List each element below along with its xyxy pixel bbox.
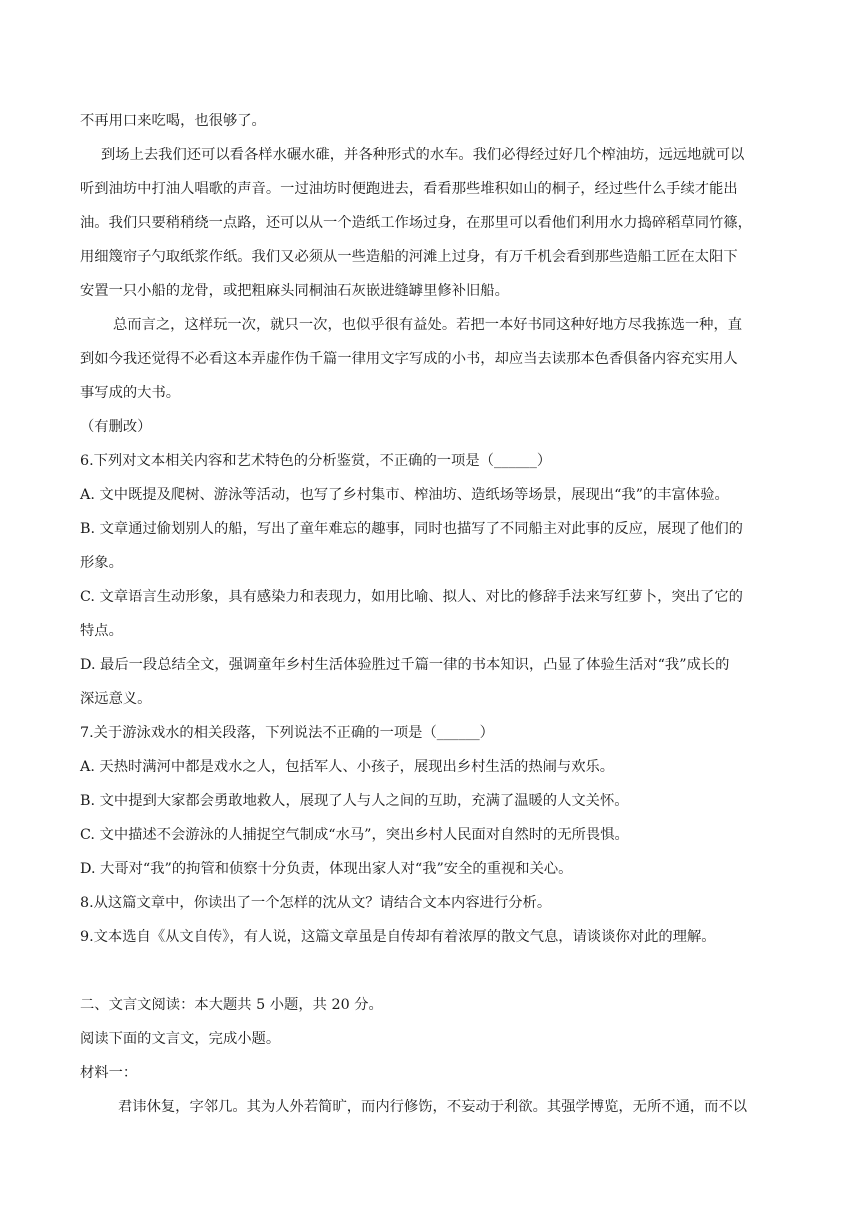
text-line: 不再用口来吃喝，也很够了。	[80, 113, 266, 129]
source-note: （有删改）	[80, 419, 152, 435]
section-heading: 二、文言文阅读：本大题共 5 小题，共 20 分。	[80, 997, 383, 1013]
option-c-continued: 特点。	[80, 623, 123, 639]
option-a: A. 文中既提及爬树、游泳等活动，也写了乡村集市、榨油坊、造纸场等场景，展现出“我”的丰富体验。	[80, 487, 729, 503]
option-d: D. 最后一段总结全文，强调童年乡村生活体验胜过千篇一律的书本知识，凸显了体验生活对“我”成长的	[80, 657, 730, 673]
paragraph-line: 到场上去我们还可以看各样水碾水碓，并各种形式的水车。我们必得经过好几个榨油坊，远远地就可以	[101, 147, 745, 163]
option-c: C. 文章语言生动形象，具有感染力和表现力，如用比喻、拟人、对比的修辞手法来写红萝卜，突出了它的	[80, 589, 743, 605]
question-6: 6.下列对文本相关内容和艺术特色的分析鉴赏，不正确的一项是（______）	[80, 453, 552, 469]
question-7: 7.关于游泳戏水的相关段落，下列说法不正确的一项是（______）	[80, 725, 494, 741]
instruction-line: 阅读下面的文言文，完成小题。	[80, 1031, 281, 1047]
option-d-continued: 深远意义。	[80, 691, 152, 707]
paragraph-line: 听到油坊中打油人唱歌的声音。一过油坊时便跑进去，看看那些堆积如山的桐子，经过些什么手续才能出	[80, 181, 738, 197]
material-label: 材料一：	[80, 1065, 138, 1081]
option-b: B. 文章通过偷划别人的船，写出了童年难忘的趣事，同时也描写了不同船主对此事的反应，展现了他们的	[80, 521, 743, 537]
paragraph-line: 到如今我还觉得不必看这本弄虚作伪千篇一律用文字写成的小书，却应当去读那本色香俱备内容充实用人	[80, 351, 738, 367]
paragraph-line: 安置一只小船的龙骨，或把粗麻头同桐油石灰嵌进缝罅里修补旧船。	[80, 283, 509, 299]
option-b-continued: 形象。	[80, 555, 123, 571]
paragraph-line: 事写成的大书。	[80, 385, 181, 401]
question-8: 8.从这篇文章中，你读出了一个怎样的沈从文？请结合文本内容进行分析。	[80, 895, 552, 911]
paragraph-line: 总而言之，这样玩一次，就只一次，也似乎很有益处。若把一本好书同这种好地方尽我拣选一种，直	[113, 317, 743, 333]
classical-text-line: 君讳休复，字邻几。其为人外若简旷，而内行修饬，不妄动于利欲。其强学博览，无所不通，而不以	[118, 1099, 748, 1115]
option-b: B. 文中提到大家都会勇敢地救人，展现了人与人之间的互助，充满了温暖的人文关怀。	[80, 793, 629, 809]
paragraph-line: 用细篾帘子勺取纸浆作纸。我们又必须从一些造船的河滩上过身，有万千机会看到那些造船工匠在太阳下	[80, 249, 738, 265]
option-c: C. 文中描述不会游泳的人捕捉空气制成“水马”，突出乡村人民面对自然时的无所畏惧。	[80, 827, 629, 843]
question-9: 9.文本选自《从文自传》，有人说，这篇文章虽是自传却有着浓厚的散文气息，请谈谈你对此的理解。	[80, 929, 716, 945]
option-d: D. 大哥对“我”的拘管和侦察十分负责，体现出家人对“我”安全的重视和关心。	[80, 861, 573, 877]
option-a: A. 天热时满河中都是戏水之人，包括军人、小孩子，展现出乡村生活的热闹与欢乐。	[80, 759, 615, 775]
paragraph-line: 油。我们只要稍稍绕一点路，还可以从一个造纸工作场过身，在那里可以看他们利用水力捣碎稻草同竹篠，	[80, 215, 752, 231]
